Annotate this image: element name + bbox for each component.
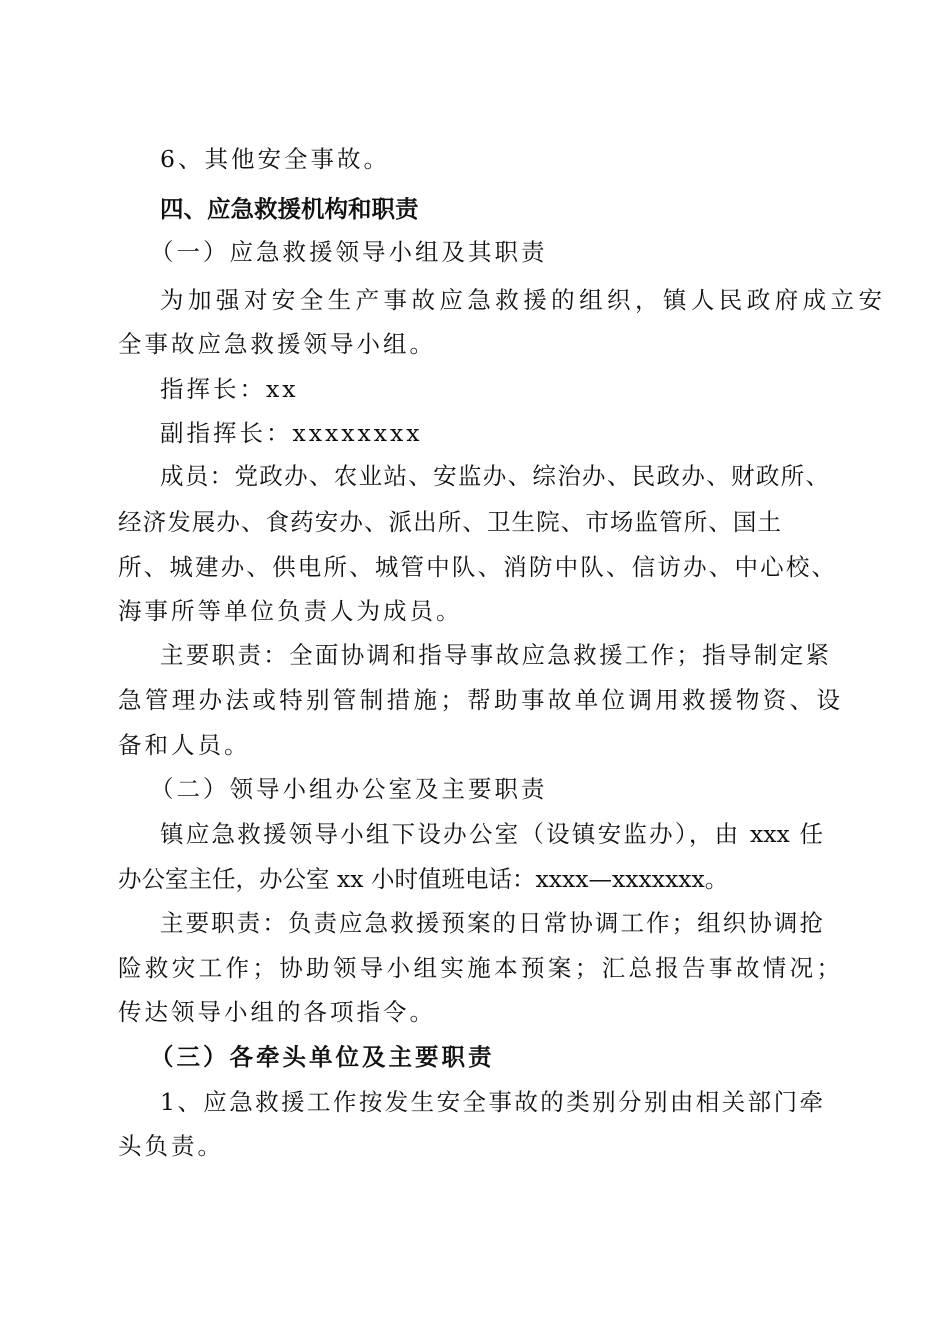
duties-line: 主要职责：全面协调和指导事故应急救援工作；指导制定紧 bbox=[160, 641, 829, 669]
paragraph-line: 6、其他安全事故。 bbox=[160, 145, 390, 173]
section-heading: 四、应急救援机构和职责 bbox=[160, 195, 419, 223]
members-line: 成员：党政办、农业站、安监办、综治办、民政办、财政所、 bbox=[160, 462, 829, 490]
subsection-heading: （三）各牵头单位及主要职责 bbox=[150, 1043, 495, 1071]
paragraph-line: 镇应急救援领导小组下设办公室（设镇安监办），由 xxx 任 bbox=[160, 820, 823, 848]
paragraph-line: 险救灾工作；协助领导小组实施本预案；汇总报告事故情况； bbox=[118, 954, 840, 982]
paragraph-line: 传达领导小组的各项指令。 bbox=[118, 998, 436, 1026]
deputy-commander-line: 副指挥长：xxxxxxxx bbox=[160, 419, 423, 447]
subsection-heading: （一）应急救援领导小组及其职责 bbox=[150, 238, 548, 266]
paragraph-line: 海事所等单位负责人为成员。 bbox=[118, 597, 463, 625]
duties-line: 主要职责：负责应急救援预案的日常协调工作；组织协调抢 bbox=[160, 909, 823, 937]
paragraph-line: 头负责。 bbox=[118, 1132, 224, 1160]
paragraph-line: 所、城建办、供电所、城管中队、消防中队、信访办、中心校、 bbox=[118, 553, 835, 581]
paragraph-line: 1、应急救援工作按发生安全事故的类别分别由相关部门牵 bbox=[160, 1088, 823, 1116]
subsection-heading: （二）领导小组办公室及主要职责 bbox=[150, 775, 548, 803]
paragraph-line: 办公室主任，办公室 xx 小时值班电话：xxxx—xxxxxxx。 bbox=[118, 865, 729, 893]
paragraph-line: 为加强对安全生产事故应急救援的组织，镇人民政府成立安 bbox=[160, 286, 882, 314]
paragraph-line: 经济发展办、食药安办、派出所、卫生院、市场监管所、国土 bbox=[118, 508, 781, 536]
paragraph-line: 急管理办法或特别管制措施；帮助事故单位调用救援物资、设 bbox=[118, 686, 840, 714]
paragraph-line: 备和人员。 bbox=[118, 731, 251, 759]
commander-line: 指挥长：xx bbox=[160, 375, 299, 403]
paragraph-line: 全事故应急救援领导小组。 bbox=[118, 330, 436, 358]
